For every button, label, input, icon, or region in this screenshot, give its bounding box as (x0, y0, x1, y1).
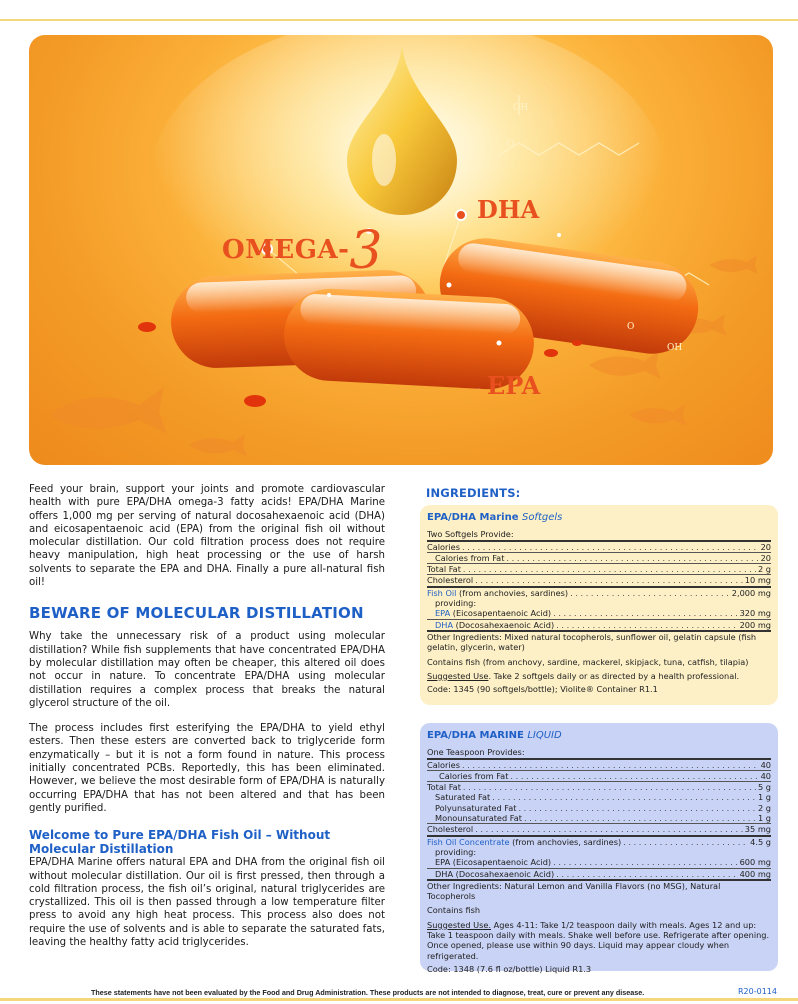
softgels-fish-oil-row: Fish Oil (from anchovies, sardines) . . . 2,000 mg (427, 588, 771, 598)
beware-heading: BEWARE OF MOLECULAR DISTILLATION (29, 604, 364, 623)
liquid-total-fat-row: Total Fat . . . 5 g (427, 782, 771, 792)
chem-oh-label-2: OH (667, 343, 683, 353)
softgels-epa-row: EPA (Eicosapentaenoic Acid) . . . 320 mg (427, 608, 771, 619)
softgels-cholesterol-row: Cholesterol . . . 10 mg (427, 575, 771, 587)
softgels-calories-row: Calories . . . 20 (427, 542, 771, 553)
liquid-code: Code: 1348 (7.6 fl oz/bottle) Liquid R1.3 (427, 963, 592, 974)
liquid-poly-fat-row: Polyunsaturated Fat . . . 2 g (427, 803, 771, 813)
softgels-dha-row: DHA (Docosahexaenoic Acid) . . . 200 mg (427, 620, 771, 632)
softgels-suggested-use: Suggested Use. Take 2 softgels daily or as directed by a health professional. (427, 670, 740, 681)
welcome-paragraph: EPA/DHA Marine offers natural EPA and DHA from the original fish oil without molecular distillation. Our oil is first pressed, then through a cold filtration process, the fish oil’s original, natural triglycerides are crystallized. This oil is then passed through a low temperature filter press to avoid any high heat process. This process also does not require the use of solvents and is able to separate the saturated fats, leaving the healthy fatty acid triglycerides. (29, 857, 385, 949)
ingredients-heading: INGREDIENTS: (426, 486, 521, 500)
softgels-code: Code: 1345 (90 softgels/bottle); Violite® Container R1.1 (427, 684, 658, 695)
liquid-suggested-use: Suggested Use. Ages 4-11: Take 1/2 teaspoon daily with meals. Ages 12 and up: Take 1 teaspoon daily with meals. Shake well before use. Refrigerate after opening. Once opened, please use within 90 days. Liquid may appear cloudy when refrigerated. (427, 919, 770, 961)
top-rule (0, 19, 798, 21)
liquid-saturated-fat-row: Saturated Fat . . . 1 g (427, 792, 771, 802)
epa-label: EPA (487, 371, 541, 400)
softgels-calories-fat-row: Calories from Fat . . . 20 (427, 553, 771, 564)
hero-illustration (29, 35, 773, 465)
softgels-other-ingredients: Other Ingredients: Mixed natural tocopherols, sunflower oil, gelatin capsule (fish gelatin, glycerin, water) (427, 631, 757, 653)
beware-paragraph-1: Why take the unnecessary risk of a product using molecular distillation? While fish supplements that have concentrated EPA/DHA by molecular distillation may often be cheaper, this altered oil does not occur in nature. To concentrate EPA/DHA using molecular distillation requires a complex process that breaks the natural glycerol structure of the oil. (29, 631, 385, 709)
main-text-column (29, 483, 385, 949)
liquid-fish-oil-row: Fish Oil Concentrate (from anchovies, sardines) . . . 4.5 g (427, 837, 771, 847)
softgels-total-fat-row: Total Fat . . . 2 g (427, 564, 771, 575)
liquid-calories-row: Calories . . . 40 (427, 760, 771, 771)
chem-o-label-2: O (627, 322, 635, 332)
intro-paragraph: Feed your brain, support your joints and promote cardiovascular health with pure EPA/DHA omega-3 fatty acids! EPA/DHA Marine offers 1,000 mg per serving of natural docosahexaenoic acid (DHA) and eicosapentaenoic acid (EPA) from the original fish oil without molecular distillation. Our cold filtration process does not require heavy manipulation, high heat processing or the use of harsh solvents to separate the EPA and DHA. Finally a pure all-natural fish oil! (29, 484, 385, 589)
fda-disclaimer: These statements have not been evaluated by the Food and Drug Administration. These products are not intended to diagnose, treat, cure or prevent any disease. (91, 988, 645, 997)
chem-oh-label: OH (513, 103, 529, 113)
liquid-serving: One Teaspoon Provides: (427, 747, 771, 759)
liquid-title: EPA/DHA MARINE LIQUID (427, 730, 562, 741)
liquid-providing: providing: (435, 846, 477, 857)
softgels-serving: Two Softgels Provide: (427, 529, 771, 541)
beware-paragraph-2: The process includes first esterifying the EPA/DHA to yield ethyl esters. Then these esters are converted back to triglyceride form enzymatically – but it is not a form found in nature. This process initially concentrated PCBs. Reportedly, this has been eliminated. However, we believe the most desirable form of EPA/DHA is naturally occurring EPA/DHA that has not been altered and that has been gently purified. (29, 723, 385, 814)
omega3-label: OMEGA-3 (222, 221, 384, 281)
chem-o-label: O (507, 139, 515, 149)
softgels-panel (420, 505, 778, 705)
liquid-dha-row: DHA (Docosahexaenoic Acid) . . . 400 mg (427, 869, 771, 881)
dha-label: DHA (477, 195, 540, 224)
liquid-epa-row: EPA (Eicosapentaenoic Acid) . . . 600 mg (427, 857, 771, 868)
liquid-cholesterol-row: Cholesterol . . . 35 mg (427, 824, 771, 836)
liquid-panel (420, 723, 778, 974)
omega3-digit: 3 (349, 221, 384, 281)
softgels-title: EPA/DHA Marine Softgels (427, 512, 563, 523)
hero-image (29, 35, 773, 465)
softgels-providing: providing: (435, 598, 477, 609)
welcome-heading: Welcome to Pure EPA/DHA Fish Oil – Without Molecular Distillation (29, 828, 331, 857)
liquid-contains: Contains fish (427, 905, 481, 916)
liquid-other-ingredients: Other Ingredients: Natural Lemon and Vanilla Flavors (no MSG), Natural Tocopherols (427, 880, 721, 902)
liquid-mono-fat-row: Monounsaturated Fat . . . 1 g (427, 813, 771, 824)
document-code: R20-0114 (738, 987, 777, 996)
bottom-rule (0, 998, 798, 1001)
softgels-contains: Contains fish (from anchovy, sardine, mackerel, skipjack, tuna, catfish, tilapia) (427, 656, 749, 667)
liquid-calories-fat-row: Calories from Fat . . . 40 (427, 771, 771, 782)
